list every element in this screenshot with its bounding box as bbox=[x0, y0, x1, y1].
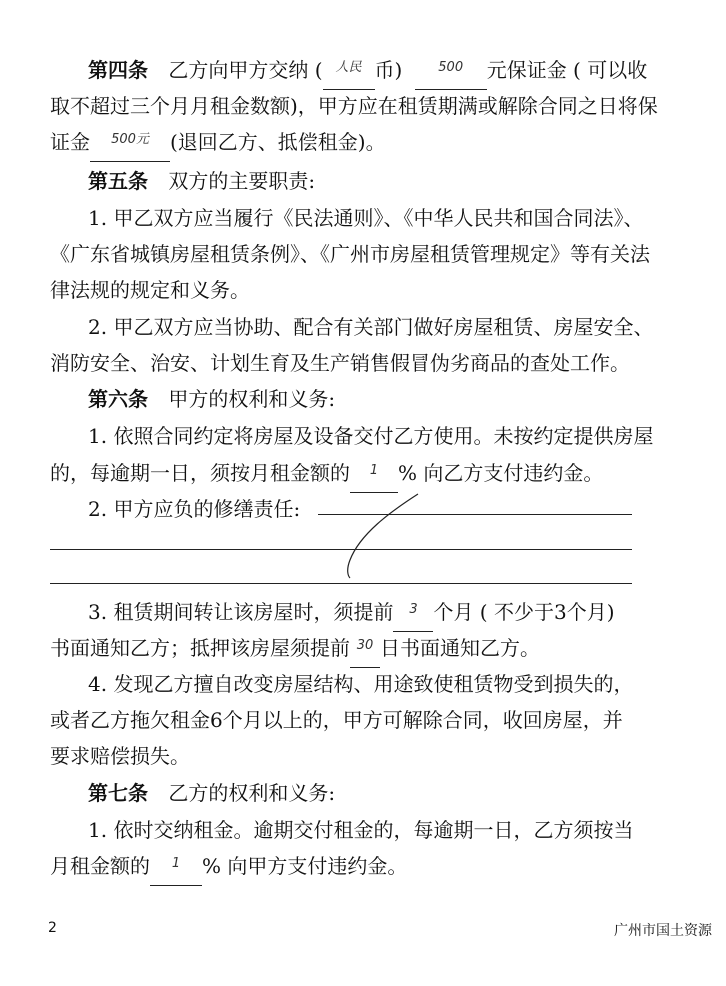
article-5-p1-line-3: 律法规的规定和义务。 bbox=[50, 278, 250, 302]
article-7-label: 第七条 bbox=[88, 781, 148, 805]
article-5-p2-line-1: 2. 甲乙双方应当协助、配合有关部门做好房屋租赁、房屋安全、 bbox=[88, 315, 654, 339]
article-6-p1-line-2: 的，每逾期一日，须按月租金额的 $^1$ % 向乙方支付违约金。 bbox=[50, 458, 603, 493]
transfer-notice-months-blank: 3 bbox=[393, 597, 433, 632]
article-5-heading: 第五条 双方的主要职责: bbox=[88, 169, 316, 193]
article-7-heading: 第七条 乙方的权利和义务: bbox=[88, 781, 336, 805]
currency-blank: 人民 bbox=[323, 55, 375, 90]
late-rent-percent-blank: 1 bbox=[150, 851, 202, 886]
article-6-p4-line-1: 4. 发现乙方擅自改变房屋结构、用途致使租赁物受到损失的， bbox=[88, 672, 634, 696]
penalty-percent-blank: 1 bbox=[350, 458, 398, 493]
article-5-p2-line-2: 消防安全、治安、计划生育及生产销售假冒伪劣商品的查处工作。 bbox=[50, 351, 630, 375]
deposit-amount-blank: 500 bbox=[415, 55, 487, 90]
article-6-p3-line-2: 书面通知乙方；抵押该房屋须提前 $^{30}$ 日书面通知乙方。 bbox=[50, 633, 540, 668]
mortgage-notice-days-blank: 30 bbox=[350, 633, 380, 668]
article-5-label: 第五条 bbox=[88, 169, 148, 193]
article-7-p1-line-1: 1. 依时交纳租金。逾期交付租金的，每逾期一日，乙方须按当 bbox=[88, 818, 634, 842]
article-4-label: 第四条 bbox=[88, 58, 148, 82]
article-5-p1-line-1: 1. 甲乙双方应当履行《民法通则》、《中华人民共和国合同法》、 bbox=[88, 206, 644, 230]
page-number: 2 bbox=[48, 920, 57, 936]
article-4-line-1: 第四条 乙方向甲方交纳 ( $^{人民}$ 币) $^{500}$ 元保证金 ( 可以收 bbox=[88, 55, 647, 90]
article-6-p3-line-1: 3. 租赁期间转让该房屋时，须提前 $^3$ 个月 ( 不少于3个月) bbox=[88, 597, 615, 632]
article-7-p1-line-2: 月租金额的 $^1$ % 向甲方支付违约金。 bbox=[50, 851, 407, 886]
article-6-p2-line: 2. 甲方应负的修缮责任: bbox=[88, 497, 301, 521]
article-6-p4-line-3: 要求赔偿损失。 bbox=[50, 744, 190, 768]
article-6-p4-line-2: 或者乙方拖欠租金6个月以上的，甲方可解除合同，收回房屋，并 bbox=[50, 708, 623, 732]
article-4-line-2: 取不超过三个月月租金数额)，甲方应在租赁期满或解除合同之日将保 bbox=[50, 94, 658, 118]
refund-amount-blank: 500元 bbox=[90, 127, 170, 162]
article-5-p1-line-2: 《广东省城镇房屋租赁条例》、《广州市房屋租赁管理规定》等有关法 bbox=[50, 242, 650, 266]
article-6-heading: 第六条 甲方的权利和义务: bbox=[88, 387, 336, 411]
article-6-label: 第六条 bbox=[88, 387, 148, 411]
article-4-line-3: 证金 $^{500元}$ (退回乙方、抵偿租金)。 bbox=[50, 127, 386, 162]
repair-duty-blank-3 bbox=[50, 583, 632, 584]
strike-through-mark bbox=[330, 490, 450, 580]
article-6-p1-line-1: 1. 依照合同约定将房屋及设备交付乙方使用。未按约定提供房屋 bbox=[88, 424, 654, 448]
footer-organization: 广州市国土资源 bbox=[614, 923, 712, 939]
